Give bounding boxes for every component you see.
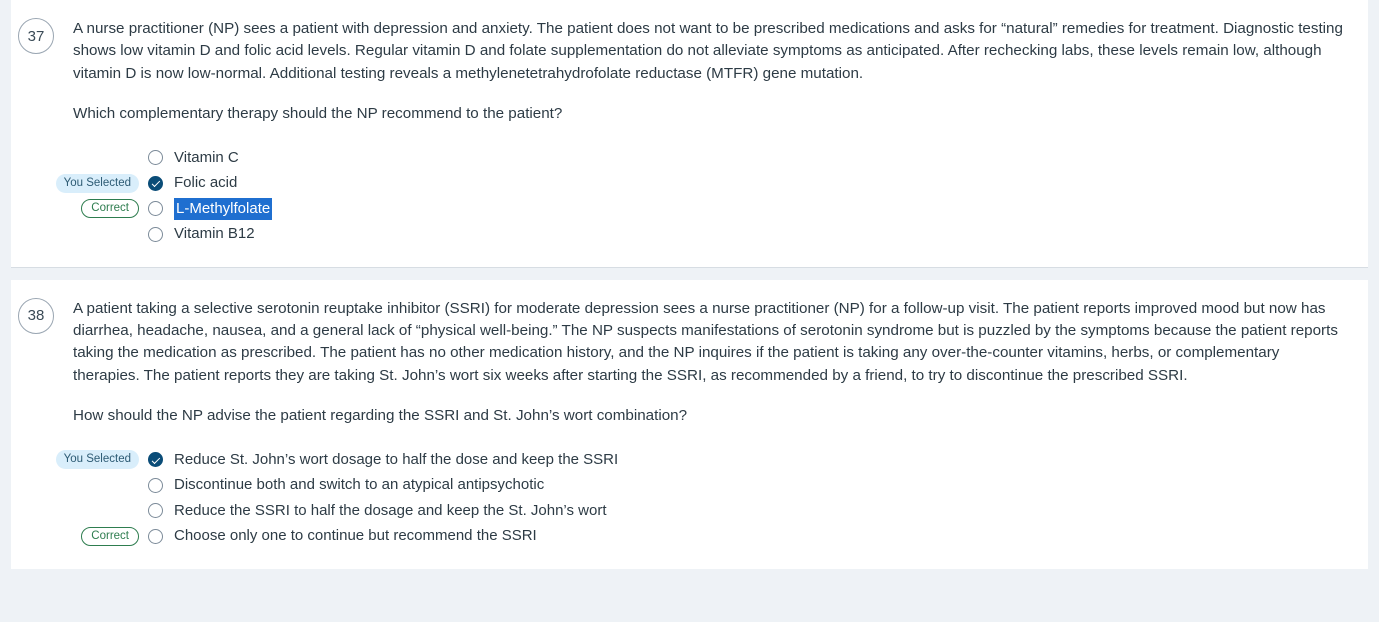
answer-option[interactable]	[73, 524, 1350, 550]
radio-icon[interactable]	[148, 529, 163, 544]
answer-tag-slot	[63, 174, 148, 193]
answer-option[interactable]	[63, 447, 1350, 473]
correct-badge: Correct	[81, 527, 139, 546]
answer-tag-slot	[73, 199, 148, 218]
radio-icon[interactable]	[148, 176, 163, 191]
answer-tag-slot	[63, 450, 148, 469]
section-gap	[11, 268, 1368, 280]
answer-label: L-Methylfolate	[174, 198, 272, 220]
left-margin	[0, 0, 11, 622]
question-stem: A nurse practitioner (NP) sees a patient with depression and anxiety. The patient does not want to be prescribed medications and asks for “natural” remedies for treatment. Diagnostic testing shows low vitamin D and folic acid levels. Regular vitamin D and folate supplementation do not alleviate symptoms as anticipated. After rechecking labs, these levels remain low, although vitamin D is now low-normal. Additional testing reveals a methylenetetrahydrofolate reductase (MTFR) gene mutation.	[73, 20, 1343, 82]
answer-tag-slot	[73, 527, 148, 546]
radio-icon[interactable]	[148, 150, 163, 165]
question-number: 37	[18, 18, 54, 54]
answer-option[interactable]	[63, 170, 1350, 196]
question-number: 38	[18, 298, 54, 334]
answer-label: Choose only one to continue but recommend the SSRI	[174, 527, 537, 545]
answer-label: Discontinue both and switch to an atypical antipsychotic	[174, 476, 545, 494]
question-block	[11, 280, 1368, 569]
radio-icon[interactable]	[148, 452, 163, 467]
answer-label: Reduce the SSRI to half the dosage and keep the St. John’s wort	[174, 501, 607, 519]
answer-option[interactable]	[73, 145, 1350, 171]
radio-icon[interactable]	[148, 201, 163, 216]
question-prompt: How should the NP advise the patient regarding the SSRI and St. John’s wort combination?	[73, 407, 688, 425]
right-margin	[1368, 0, 1379, 622]
radio-icon[interactable]	[148, 503, 163, 518]
answer-option[interactable]	[73, 498, 1350, 524]
you-selected-badge: You Selected	[56, 174, 139, 193]
answer-label: Folic acid	[174, 174, 238, 192]
question-block	[11, 0, 1368, 267]
answer-options	[63, 145, 1350, 247]
answer-label: Vitamin B12	[174, 225, 255, 243]
radio-icon[interactable]	[148, 227, 163, 242]
you-selected-badge: You Selected	[56, 450, 139, 469]
page-bottom-strip	[0, 604, 1379, 622]
answer-options	[63, 447, 1350, 549]
answer-option[interactable]	[73, 221, 1350, 247]
questions-sheet	[11, 0, 1368, 569]
question-stem: A patient taking a selective serotonin reuptake inhibitor (SSRI) for moderate depression sees a nurse practitioner (NP) for a follow-up visit. The patient reports improved mood but now has diarrhea, headache, nausea, and a general lack of “physical well-being.” The NP suspects manifestations of serotonin syndrome but is puzzled by the symptoms because the patient reports taking the medication as prescribed. The patient has no other medication history, and the NP inquires if the patient is taking any over-the-counter vitamins, herbs, or complementary therapies. The patient reports they are taking St. John’s wort six weeks after starting the SSRI, as recommended by a friend, to try to discontinue the prescribed SSRI.	[73, 299, 1338, 384]
question-prompt: Which complementary therapy should the NP recommend to the patient?	[73, 104, 563, 122]
answer-option[interactable]	[73, 473, 1350, 499]
answer-option[interactable]	[73, 196, 1350, 222]
radio-icon[interactable]	[148, 478, 163, 493]
answer-label: Reduce St. John’s wort dosage to half the dose and keep the SSRI	[174, 450, 619, 468]
correct-badge: Correct	[81, 199, 139, 218]
answer-label: Vitamin C	[174, 148, 239, 166]
